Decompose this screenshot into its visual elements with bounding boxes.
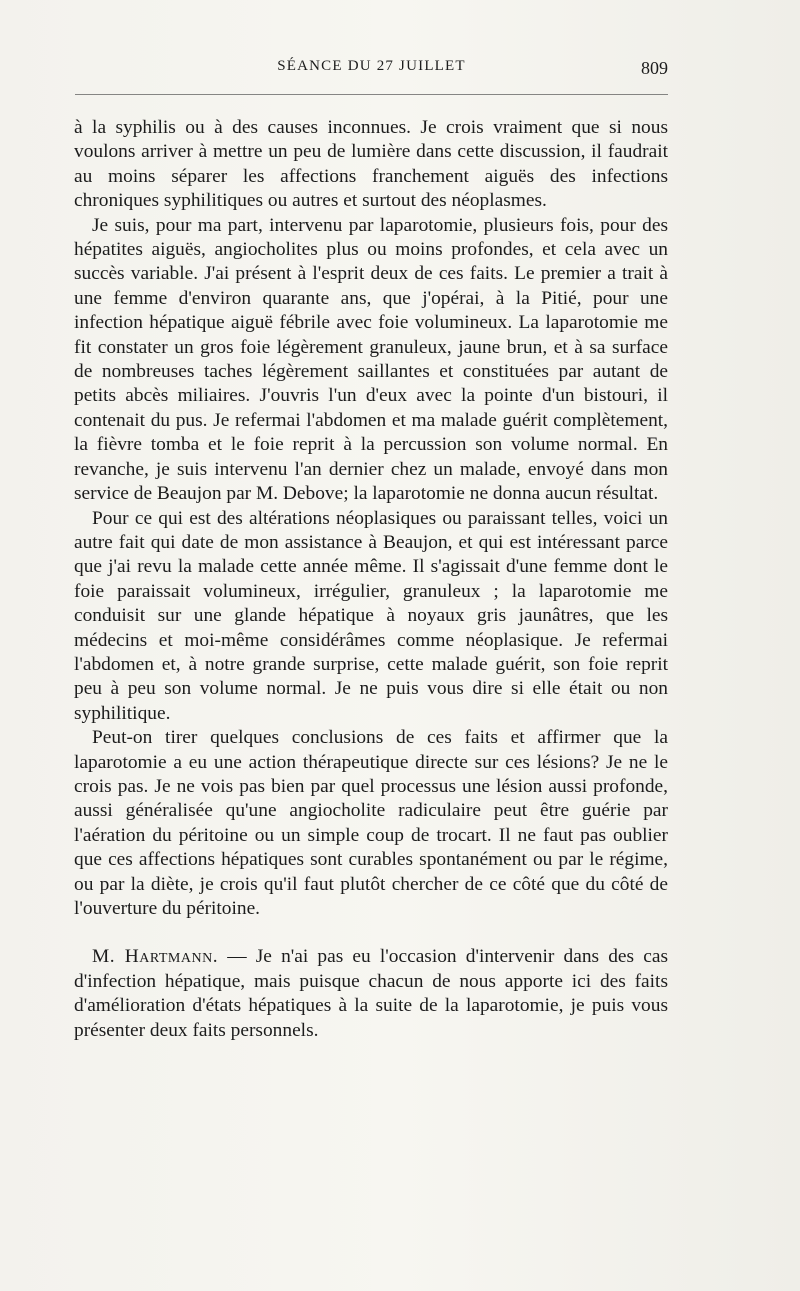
speech-text: — Je n'ai pas eu l'occasion d'intervenir dans des cas d'infection hépatique, mais puisque chacun de nous apporte ici des faits d'amélioration d'états hépatiques à la suite de la laparotomie, je puis vous présenter deux faits personnels. [74, 946, 668, 1041]
running-title: SÉANCE DU 27 JUILLET [277, 58, 466, 74]
running-head [75, 58, 668, 84]
paragraph-neoplastic-case: Pour ce qui est des altérations néoplasiques ou paraissant telles, voici un autre fait qui date de mon assistance à Beaujon, et qui est intéressant parce que j'ai revu la malade cette année même. Il s'agissait d'une femme dont le foie paraissait volumineux, irrégulier, granuleux ; la laparotomie me conduisit sur une glande hépatique à noyaux gris jaunâtres, que les médecins et moi-même considérâmes comme néoplasique. Je refermai l'abdomen et, à notre grande surprise, cette malade guérit, son foie reprit peu à peu son volume normal. Je ne puis vous dire si elle était ou non syphilitique. [74, 507, 668, 724]
paragraph-conclusions: Peut-on tirer quelques conclusions de ces faits et affirmer que la laparotomie a eu une action thérapeutique directe sur ces lésions? Je ne le crois pas. Je ne vois pas bien par quel processus une lésion aussi profonde, aussi généralisée qu'une angiocholite radiculaire peut être guérie par l'aération du péritoine ou un simple coup de trocart. Il ne faut pas oublier que ces affections hépatiques sont curables spontanément ou par le régime, ou par la diète, je crois qu'il faut plutôt chercher de ce côté que du côté de l'ouverture du péritoine. [74, 727, 668, 919]
header-rule [75, 94, 668, 95]
speaker-name: M. Hartmann. [92, 946, 219, 968]
paragraph-continuation: à la syphilis ou à des causes inconnues. Je crois vraiment que si nous voulons arriver à mettre un peu de lumière dans cette discussion, il faudrait au moins séparer les affections franchement aiguës des infections chroniques syphilitiques ou autres et surtout des néoplasmes. [74, 117, 668, 212]
paragraph-hepatitis-cases: Je suis, pour ma part, intervenu par laparotomie, plusieurs fois, pour des hépatites aiguës, angiocholites plus ou moins profondes, et cela avec un succès variable. J'ai présent à l'esprit deux de ces faits. Le premier a trait à une femme d'environ quarante ans, que j'opérai, à la Pitié, pour une infection hépatique aiguë fébrile avec foie volumineux. La laparotomie me fit constater un gros foie légèrement granuleux, jaune brun, et à sa surface de nombreuses taches légèrement saillantes et constituées par autant de petits abcès miliaires. J'ouvris l'un d'eux avec la pointe d'un bistouri, il contenait du pus. Je refermai l'abdomen et ma malade guérit complètement, la fièvre tomba et le foie reprit à la percussion son volume normal. En revanche, je suis intervenu l'an dernier chez un malade, envoyé dans mon service de Beaujon par M. Debove; la laparotomie ne donna aucun résultat. [74, 214, 668, 505]
body-text [74, 116, 668, 1043]
page-number: 809 [641, 58, 668, 78]
paragraph-hartmann-speech [74, 945, 668, 1043]
